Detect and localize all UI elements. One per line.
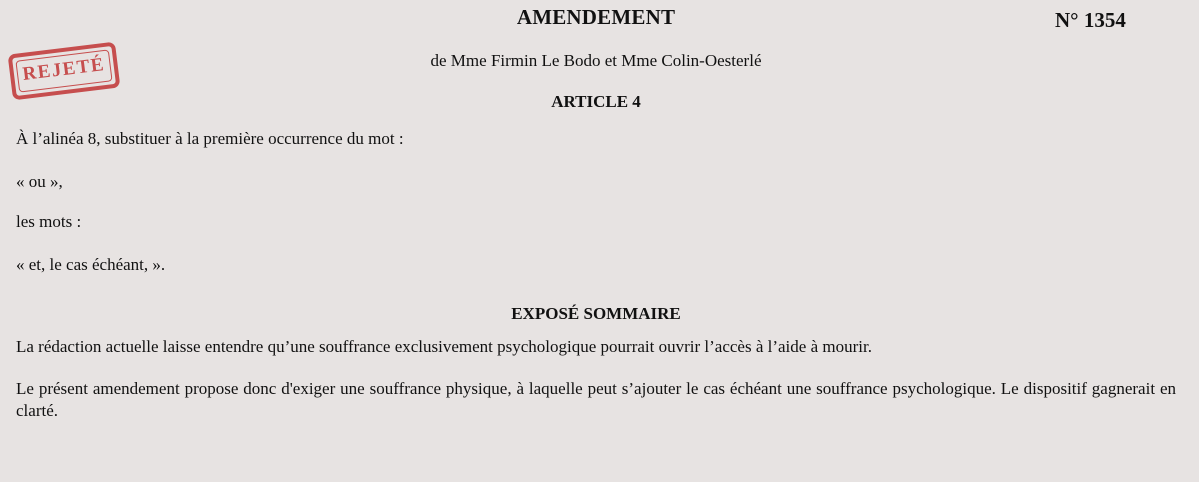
stamp-label: REJETÉ bbox=[21, 54, 107, 85]
article-heading: ARTICLE 4 bbox=[551, 92, 641, 111]
summary-paragraph-1: La rédaction actuelle laisse entendre qu’une souffrance exclusivement psychologique pourrait ouvrir l’accès à l’aide à mourir. bbox=[16, 337, 872, 356]
amendment-title: AMENDEMENT bbox=[516, 5, 676, 29]
amendment-number: N° 1354 bbox=[1055, 8, 1126, 32]
amendment-transition: les mots : bbox=[16, 212, 82, 231]
amendment-instruction: À l’alinéa 8, substituer à la première occurrence du mot : bbox=[16, 129, 404, 148]
amendment-new-words: « et, le cas échéant, ». bbox=[16, 255, 166, 274]
authors-line: de Mme Firmin Le Bodo et Mme Colin-Oesterlé bbox=[430, 51, 762, 70]
summary-paragraph-2: Le présent amendement propose donc d'exiger une souffrance physique, à laquelle peut s’ajouter le cas échéant une souffrance psychologique. Le dispositif gagnerait en clarté. bbox=[16, 379, 1176, 420]
summary-heading: EXPOSÉ SOMMAIRE bbox=[511, 304, 681, 323]
amendment-old-word: « ou », bbox=[16, 172, 63, 191]
